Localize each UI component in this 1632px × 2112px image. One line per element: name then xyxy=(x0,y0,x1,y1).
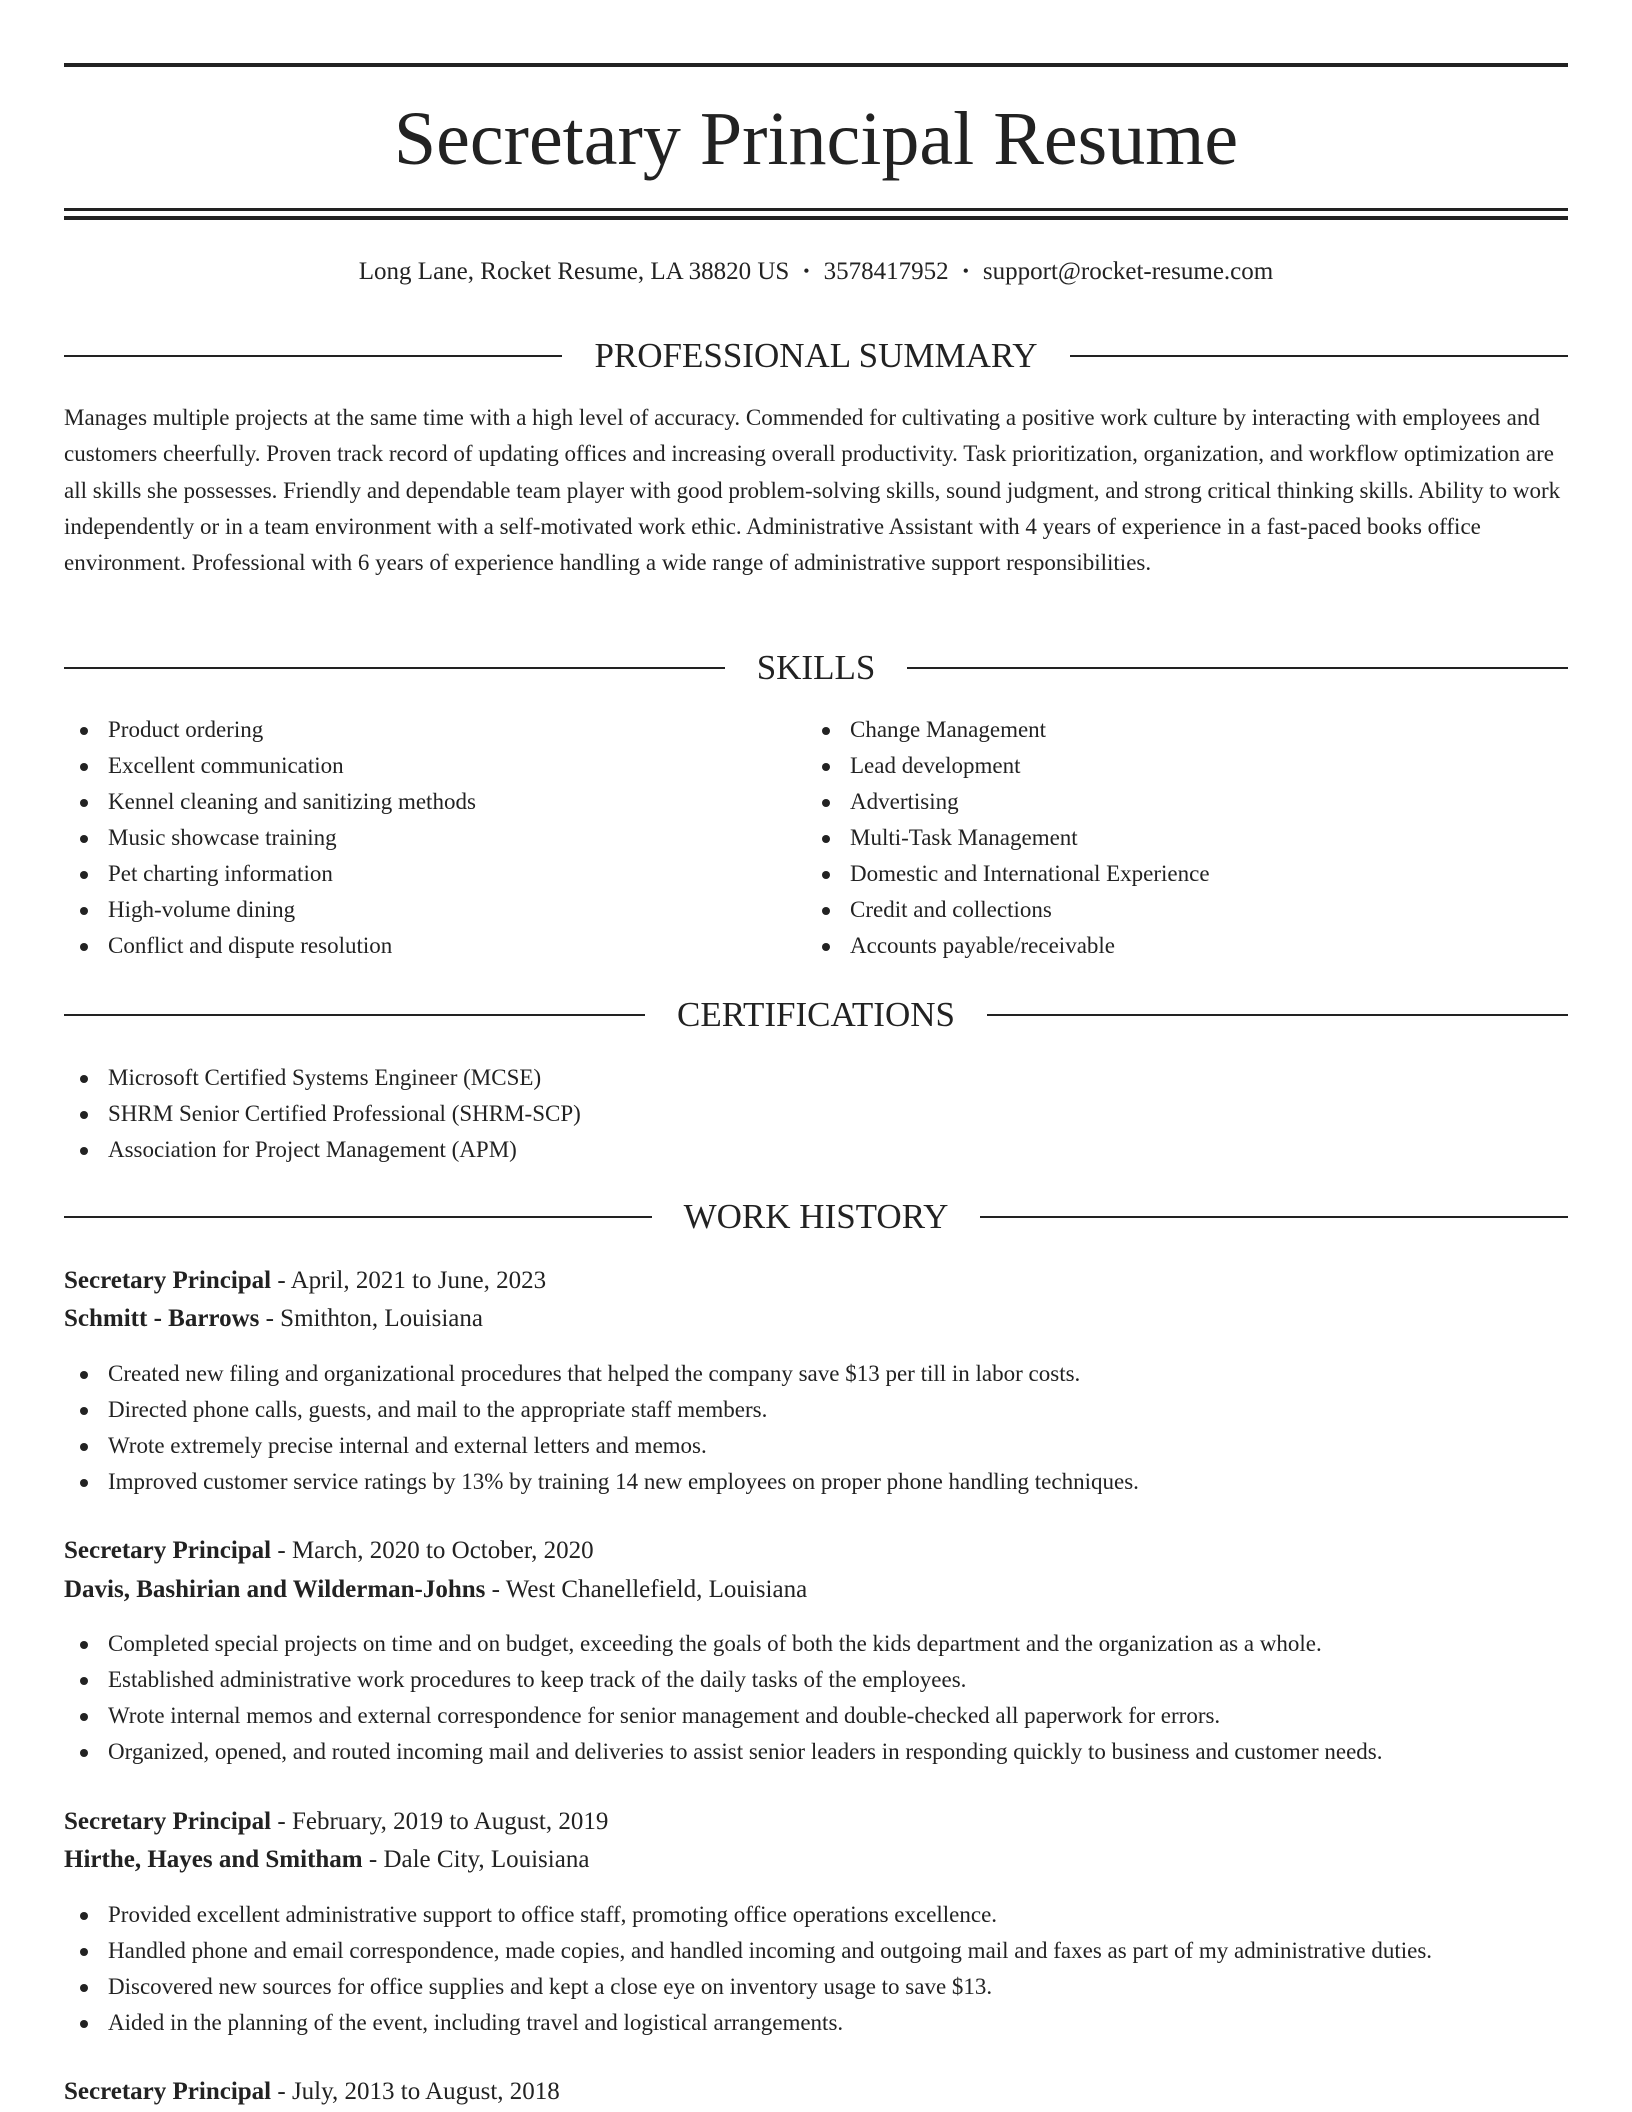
certification-item: Association for Project Management (APM) xyxy=(64,1132,1568,1168)
job-title: Secretary Principal xyxy=(64,1808,272,1835)
job-duties-list xyxy=(64,1626,1568,1770)
skill-item: Kennel cleaning and sanitizing methods xyxy=(64,784,804,820)
job-duty-item: Organized, opened, and routed incoming mail and deliveries to assist senior leaders in responding quickly to business and customer needs. xyxy=(64,1734,1568,1770)
job-duty-item: Discovered new sources for office supplies and kept a close eye on inventory usage to save $13. xyxy=(64,1969,1568,2005)
skills-list-right xyxy=(806,712,1546,964)
section-rule-right xyxy=(987,1014,1568,1016)
job-title: Secretary Principal xyxy=(64,1537,272,1564)
section-rule-left xyxy=(64,1014,645,1016)
skill-item: Domestic and International Experience xyxy=(806,856,1546,892)
section-rule-right xyxy=(907,667,1568,669)
job-location: - Smithton, Louisiana xyxy=(259,1305,483,1332)
job-company: Davis, Bashirian and Wilderman-Johns xyxy=(64,1576,486,1603)
job-dates: - April, 2021 to June, 2023 xyxy=(271,1267,547,1294)
job-duty-item: Directed phone calls, guests, and mail to the appropriate staff members. xyxy=(64,1392,1568,1428)
header-rule-lower xyxy=(64,216,1568,220)
job-duty-item: Established administrative work procedures to keep track of the daily tasks of the employees. xyxy=(64,1662,1568,1698)
skill-item: High-volume dining xyxy=(64,892,804,928)
contact-email: support@rocket-resume.com xyxy=(982,258,1274,285)
job-duty-item: Handled phone and email correspondence, made copies, and handled incoming and outgoing mail and faxes as part of my administrative duties. xyxy=(64,1933,1568,1969)
certifications-section-header xyxy=(64,993,1568,1037)
certifications-list xyxy=(64,1060,1568,1168)
job-title-line xyxy=(64,1263,546,1299)
job-dates: - March, 2020 to October, 2020 xyxy=(271,1537,594,1564)
job-title: Secretary Principal xyxy=(64,1267,272,1294)
section-rule-right xyxy=(980,1216,1568,1218)
skill-item: Advertising xyxy=(806,784,1546,820)
skills-section-header xyxy=(64,646,1568,690)
skill-item: Accounts payable/receivable xyxy=(806,928,1546,964)
section-rule-left xyxy=(64,1216,652,1218)
work-history-heading: WORK HISTORY xyxy=(683,1197,949,1236)
job-duties-list xyxy=(64,1356,1568,1500)
contact-separator: • xyxy=(803,261,810,281)
header-top-rule xyxy=(64,63,1568,67)
job-company-line xyxy=(64,1842,589,1878)
job-company: Hirthe, Hayes and Smitham xyxy=(64,1846,363,1873)
contact-phone: 3578417952 xyxy=(823,258,949,285)
skill-item: Change Management xyxy=(806,712,1546,748)
job-duty-item: Created new filing and organizational procedures that helped the company save $13 per till in labor costs. xyxy=(64,1356,1568,1392)
summary-text: Manages multiple projects at the same time with a high level of accuracy. Commended for cultivating a positive work culture by interacting with employees and customers cheerfully. Proven track record of updating offices and increasing overall productivity. Task prioritization, organization, and workflow optimization are all skills she possesses. Friendly and dependable team player with good problem-solving skills, sound judgment, and strong critical thinking skills. Ability to work independently or in a team environment with a self-motivated work ethic. Administrative Assistant with 4 years of experience in a fast-paced books office environment. Professional with 6 years of experience handling a wide range of administrative support responsibilities. xyxy=(64,405,1561,576)
job-duty-item: Improved customer service ratings by 13% by training 14 new employees on proper phone handling techniques. xyxy=(64,1464,1568,1500)
skill-item: Excellent communication xyxy=(64,748,804,784)
job-title-line xyxy=(64,1804,608,1840)
skills-list-left xyxy=(64,712,804,964)
summary-heading: PROFESSIONAL SUMMARY xyxy=(594,336,1038,375)
job-title-line xyxy=(64,2074,560,2110)
skill-item: Pet charting information xyxy=(64,856,804,892)
job-duty-item: Wrote extremely precise internal and external letters and memos. xyxy=(64,1428,1568,1464)
skill-item: Music showcase training xyxy=(64,820,804,856)
section-rule-left xyxy=(64,355,562,357)
header-rule-upper xyxy=(64,208,1568,211)
skill-item: Credit and collections xyxy=(806,892,1546,928)
job-title: Secretary Principal xyxy=(64,2078,272,2105)
job-company-line xyxy=(64,1572,807,1608)
job-company: Schmitt - Barrows xyxy=(64,1305,260,1332)
work-history-section-header xyxy=(64,1195,1568,1239)
skills-heading: SKILLS xyxy=(756,648,876,687)
job-dates: - February, 2019 to August, 2019 xyxy=(271,1808,609,1835)
skill-item: Multi-Task Management xyxy=(806,820,1546,856)
job-location: - West Chanellefield, Louisiana xyxy=(485,1576,808,1603)
job-company-line xyxy=(64,1301,483,1337)
section-rule-right xyxy=(1070,355,1568,357)
skill-item: Conflict and dispute resolution xyxy=(64,928,804,964)
job-duty-item: Provided excellent administrative support to office staff, promoting office operations excellence. xyxy=(64,1897,1568,1933)
job-title-line xyxy=(64,1533,594,1569)
certification-item: Microsoft Certified Systems Engineer (MCSE) xyxy=(64,1060,1568,1096)
skill-item: Lead development xyxy=(806,748,1546,784)
job-duty-item: Wrote internal memos and external correspondence for senior management and double-checked all paperwork for errors. xyxy=(64,1698,1568,1734)
skill-item: Product ordering xyxy=(64,712,804,748)
job-duty-item: Completed special projects on time and on budget, exceeding the goals of both the kids department and the organization as a whole. xyxy=(64,1626,1568,1662)
job-dates: - July, 2013 to August, 2018 xyxy=(271,2078,560,2105)
contact-separator: • xyxy=(962,261,969,281)
job-location: - Dale City, Louisiana xyxy=(362,1846,590,1873)
resume-title: Secretary Principal Resume xyxy=(393,97,1239,181)
certifications-heading: CERTIFICATIONS xyxy=(677,995,955,1034)
job-duty-item: Aided in the planning of the event, including travel and logistical arrangements. xyxy=(64,2005,1568,2041)
contact-address: Long Lane, Rocket Resume, LA 38820 US xyxy=(358,258,790,285)
certification-item: SHRM Senior Certified Professional (SHRM-SCP) xyxy=(64,1096,1568,1132)
job-duties-list xyxy=(64,1897,1568,2041)
section-rule-left xyxy=(64,667,725,669)
contact-line xyxy=(64,254,1568,289)
summary-section-header xyxy=(64,334,1568,378)
